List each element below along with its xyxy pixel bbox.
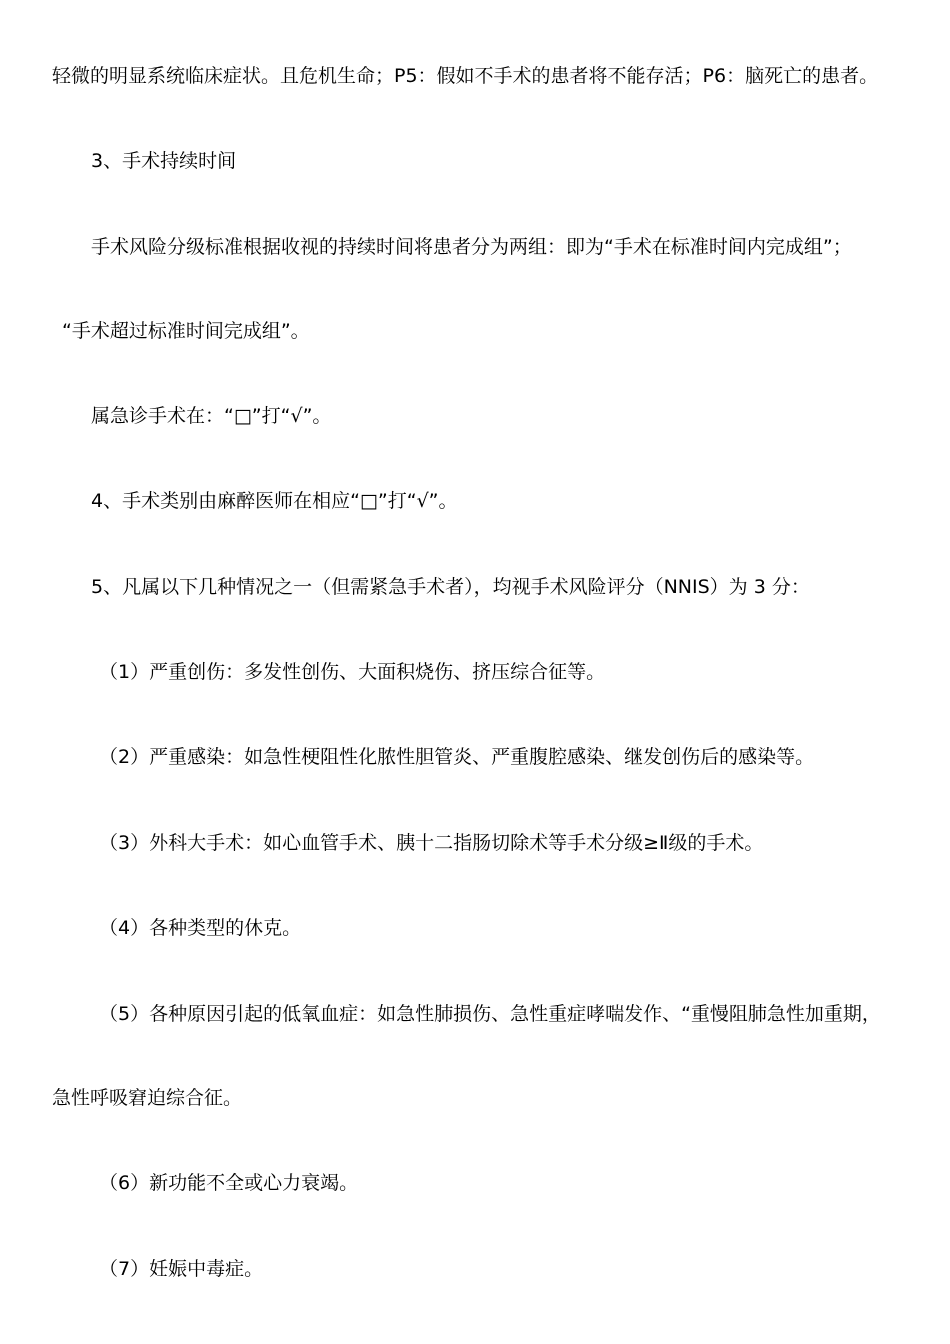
- paragraph-line-emergency: 属急诊手术在：“□”打“√”。: [91, 405, 332, 427]
- list-item-heart-failure: （6）新功能不全或心力衰竭。: [99, 1172, 359, 1194]
- paragraph-line-p5-p6: 轻微的明显系统临床症状。且危机生命；P5：假如不手术的患者将不能存活；P6：脑死亡的患者。: [52, 65, 879, 87]
- list-item-shock: （4）各种类型的休克。: [99, 917, 302, 939]
- section-heading-duration: 3、手术持续时间: [91, 150, 237, 172]
- paragraph-line-duration-groups: 手术风险分级标准根据收视的持续时间将患者分为两组：即为“手术在标准时间内完成组”；: [91, 236, 852, 258]
- paragraph-line-nnis-conditions: 5、凡属以下几种情况之一（但需紧急手术者），均视手术风险评分（NNIS）为 3 分：: [91, 576, 810, 598]
- list-item-severe-trauma: （1）严重创伤：多发性创伤、大面积烧伤、挤压综合征等。: [99, 661, 606, 683]
- paragraph-line-surgery-category: 4、手术类别由麻醉医师在相应“□”打“√”。: [91, 490, 458, 512]
- list-item-severe-infection: （2）严重感染：如急性梗阻性化脓性胆管炎、严重腹腔感染、继发创伤后的感染等。: [99, 746, 815, 768]
- list-item-hypoxemia: （5）各种原因引起的低氧血症：如急性肺损伤、急性重症哮喘发作、“重慢阻肺急性加重期，: [99, 1003, 881, 1025]
- list-item-pregnancy-toxemia: （7）妊娠中毒症。: [99, 1258, 264, 1280]
- list-item-major-surgery: （3）外科大手术：如心血管手术、胰十二指肠切除术等手术分级≥Ⅱ级的手术。: [99, 832, 764, 854]
- paragraph-line-overtime-group: “手术超过标准时间完成组”。: [62, 320, 310, 342]
- list-item-hypoxemia-continued: 急性呼吸窘迫综合征。: [52, 1087, 243, 1109]
